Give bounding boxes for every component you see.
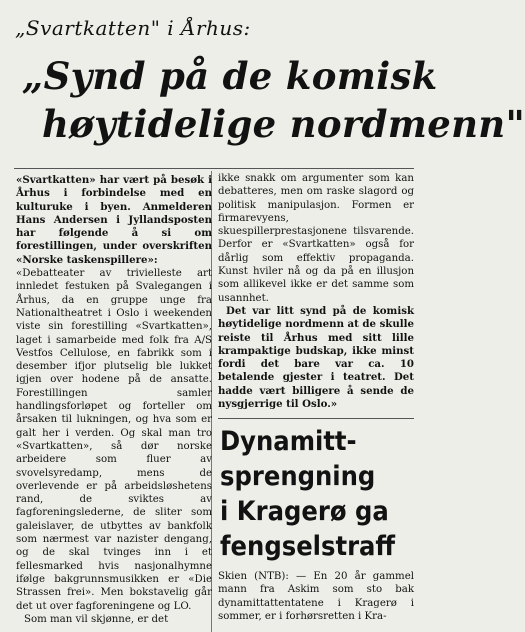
article-intro: «Svartkatten» har vært på besøk i Århus i forbindelse med en kulturuke i byen. Anmelderen Hans Andersen i Jyllandsposten har følgende å si om forestillingen, under overskriften «Norske taskenspillere»: xyxy=(16,174,212,266)
brief-text: — En 20 år gammel mann fra Askim som sto bak dynamittattentatene i Kragerø i sommer, er i forhørsretten i Kra- xyxy=(218,571,414,622)
article-paragraph-3: ikke snakk om argumenter som kan debatteres, men om raske slagord og politisk manipulasjon. Formen er firmarevyens, skuespillerprestasjonene tilsvarende. Derfor er «Svartkatten» også for dårlig som effektiv propaganda. Kunst hviler nå og da på en illusjon som allikevel ikke er det samme som usannhet. xyxy=(218,173,414,304)
kicker: „Svartkatten" i Århus: xyxy=(15,16,251,40)
news-brief xyxy=(218,424,414,623)
brief-headline-line-4: fengselstraff xyxy=(220,531,396,562)
box-top-rule xyxy=(218,418,414,419)
left-column xyxy=(16,174,212,632)
brief-headline xyxy=(218,424,414,564)
brief-dateline: Skien (NTB): xyxy=(218,571,289,582)
right-column xyxy=(218,172,414,411)
article-paragraph-2: Som man vil skjønne, er det xyxy=(24,613,169,625)
article-paragraph-4: Det var litt synd på de komisk høytidelige nordmenn at de skulle reiste til Århus med sitt lille krampaktige budskap, ikke minst fordi det bare var ca. 10 betalende gjester i teatret. Det hadde vært billigere å sende de nysgjerrige til Oslo.» xyxy=(218,304,414,411)
article-paragraph-1: «Debatteater av trivielleste art innledet festuken på Svalegangen i Århus, da en gruppe unge fra Nationaltheatret i Oslo i weekenden viste sin forestilling «Svartkatten», laget i samarbeide med folk fra A/S Vestfos Cellulose, en fabrikk som i desember ifjor plutselig ble lukket igjen over hodene på de ansatte. Forestillingen samler handlingsforløpet og forteller om årsaken til lukningen, og hva som er galt her i verden. Og skal man tro «Svartkatten», så dør norske arbeidere som fluer av svovelsyredamp, mens de overlevende er på arbeidsløshetens rand, de sviktes av fagforeningslederne, de sliter som galeislaver, de utbyttes av bankfolk som nærmest var nazister dengang, og de skal tvinges inn i et fellesmarked hvis nasjonalhymne ifølge bakgrunnsmusikken er «Die Strassen frei». Men bokstavelig går det ut over fagforeningene og LO. xyxy=(16,268,212,612)
brief-headline-line-3: i Kragerø ga xyxy=(220,496,389,527)
top-rule xyxy=(14,168,414,169)
headline-line-1: „Synd på de komisk xyxy=(22,54,438,98)
brief-body xyxy=(218,570,414,623)
brief-headline-line-2: sprengning xyxy=(220,461,376,492)
brief-headline-line-1: Dynamitt- xyxy=(220,426,357,457)
headline xyxy=(22,52,525,148)
headline-line-2: høytidelige nordmenn" xyxy=(42,102,525,146)
